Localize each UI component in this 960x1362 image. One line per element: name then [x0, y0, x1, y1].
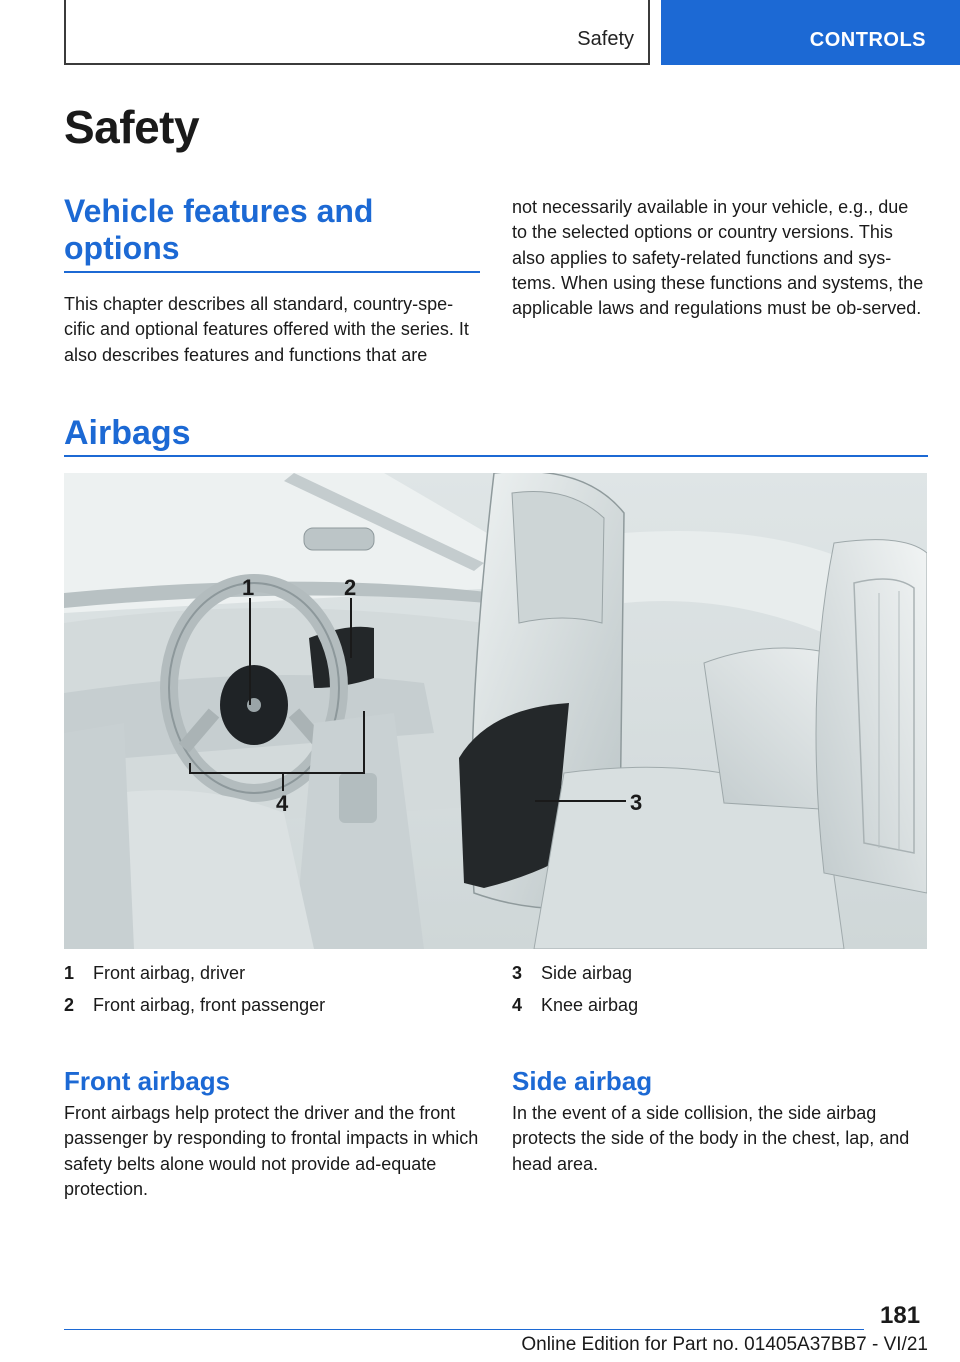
legend-number: 1	[64, 963, 75, 983]
header-section-box	[64, 0, 650, 65]
legend-item	[512, 989, 638, 1021]
legend-number: 3	[512, 963, 523, 983]
legend-label: Front airbag, front passenger	[93, 995, 326, 1015]
callout-4: 4	[276, 791, 289, 816]
legend-label: Side airbag	[541, 963, 633, 983]
callout-3: 3	[630, 790, 643, 815]
header-tab-controls[interactable]	[661, 0, 960, 65]
page-title: Safety	[64, 101, 200, 153]
legend-right	[512, 957, 638, 1021]
airbag-illustration	[64, 473, 927, 949]
page-number: 181	[880, 1302, 921, 1329]
legend-number: 2	[64, 995, 75, 1015]
front-airbags-text: Front airbags help protect the driver and the front passenger by responding to frontal impacts in which safety belts alone would not provide ad-equate protection.	[64, 1103, 479, 1199]
header-tab-label: CONTROLS	[809, 29, 926, 51]
heading-divider	[64, 271, 480, 273]
header-section-label: Safety	[577, 28, 634, 50]
front-airbags-heading: Front airbags	[64, 1066, 231, 1096]
legend-label: Knee airbag	[541, 995, 639, 1015]
vehicle-features-text-right: not necessarily available in your vehicle, e.g., due to the selected options or country versions. This also applies to safety-related functions and sys-tems. When using these functions and systems, the applicable laws and regulations must be ob-served.	[512, 197, 924, 319]
airbags-divider	[64, 455, 928, 457]
legend-number: 4	[512, 995, 523, 1015]
side-airbag-heading: Side airbag	[512, 1066, 653, 1096]
airbags-heading: Airbags	[64, 414, 191, 452]
legend-left	[64, 957, 325, 1021]
legend-item	[64, 989, 325, 1021]
vehicle-features-heading: Vehicle features and options	[64, 193, 374, 266]
legend-label: Front airbag, driver	[93, 963, 246, 983]
vehicle-features-text-left: This chapter describes all standard, country-spe-cific and optional features offered with the series. It also describes features and functions that are	[64, 294, 469, 365]
footer-divider	[64, 1329, 864, 1330]
legend-item	[64, 957, 325, 989]
footer-edition[interactable]: Online Edition for Part no. 01405A37BB7 - VI/21	[521, 1334, 928, 1355]
callout-2: 2	[344, 575, 357, 600]
legend-item	[512, 957, 638, 989]
side-airbag-text: In the event of a side collision, the side airbag protects the side of the body in the chest, lap, and head area.	[512, 1103, 910, 1174]
callout-1: 1	[242, 575, 255, 600]
